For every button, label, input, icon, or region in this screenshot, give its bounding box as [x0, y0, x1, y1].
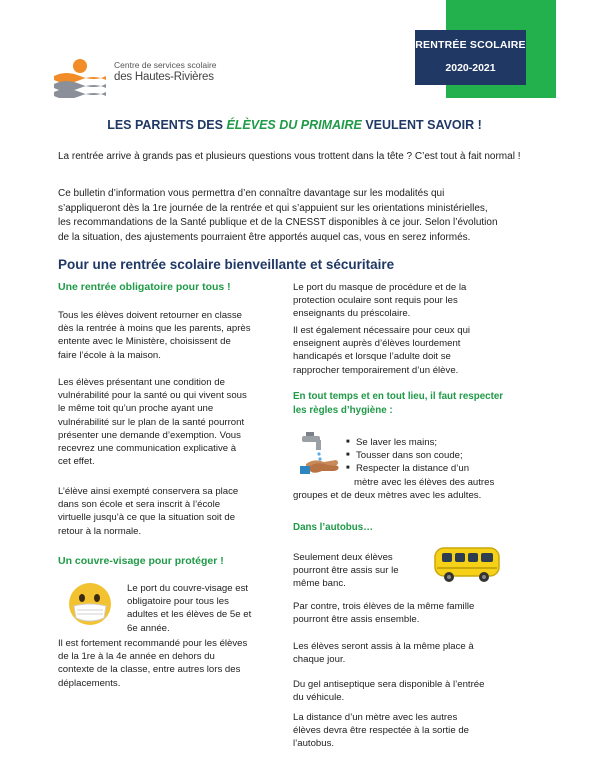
- heading-line: les règles d’hygiène :: [293, 405, 393, 416]
- text-line: Le port du masque de procédure et de la: [293, 282, 467, 293]
- text-line: dans son école et sera inscrit à l’école: [58, 499, 221, 511]
- section-title: Pour une rentrée scolaire bienveillante et sécuritaire: [58, 257, 395, 272]
- text-line: Tous les élèves doivent retourner en classe: [58, 310, 242, 321]
- paragraph-bus-sanitizer: [293, 678, 484, 704]
- title-part2: VEULENT SAVOIR !: [361, 118, 482, 132]
- intro-paragraph-1: La rentrée arrive à grands pas et plusieurs questions vous trottent dans la tête ? C’est tout à fait normal !: [58, 151, 521, 162]
- paragraph-mandatory: [58, 309, 251, 362]
- page-title: [0, 118, 589, 132]
- text-line: L’élève ainsi exempté conservera sa place: [58, 486, 239, 497]
- text-line: du véhicule.: [293, 692, 345, 704]
- text-line: chaque jour.: [293, 654, 346, 666]
- org-name-line2: des Hautes-Rivières: [114, 71, 214, 83]
- text-line: même banc.: [293, 578, 346, 590]
- text-line: handicapés et lorsque l’adulte doit se: [293, 351, 451, 363]
- text-line: Seulement deux élèves: [293, 552, 393, 563]
- paragraph-special-needs: [293, 324, 470, 377]
- intro-line: de la situation, des ajustements pourraient être apportés auquel cas, vous en serez informés.: [58, 231, 471, 243]
- text-line: cet effet.: [58, 456, 95, 468]
- school-bus-icon: [432, 542, 502, 586]
- text-line: de la 1re à la 4e année en dehors du: [58, 651, 215, 663]
- text-line: Du gel antiseptique sera disponible à l’entrée: [293, 679, 485, 690]
- text-line: rapprocher temporairement d’un élève.: [293, 364, 459, 376]
- text-line: protection oculaire sont requis pour les: [293, 295, 458, 307]
- text-line: groupes et de deux mètres avec les adultes.: [293, 490, 482, 502]
- hygiene-rules-list: [346, 436, 469, 476]
- paragraph-mandatory-mask: [127, 582, 251, 635]
- text-line: déplacements.: [58, 677, 121, 689]
- organization-logo: [52, 58, 252, 98]
- text-line: vulnérabilité sur le plan de la santé pourront: [58, 416, 245, 428]
- paragraph-bus-same-place: [293, 640, 474, 666]
- banner-year: 2020-2021: [445, 62, 496, 74]
- title-part1: LES PARENTS DES: [107, 118, 227, 132]
- text-line: Il est également nécessaire pour ceux qui: [293, 325, 471, 336]
- heading-face-covering: Un couvre-visage pour protéger !: [58, 555, 224, 567]
- text-line: adultes et les élèves de 5e et: [127, 609, 252, 621]
- heading-mandatory-return: Une rentrée obligatoire pour tous !: [58, 281, 231, 293]
- text-line: entente avec le Ministère, choisissent de: [58, 336, 231, 348]
- paragraph-bus-family: [293, 600, 474, 626]
- logo-waves-icon: [52, 58, 108, 98]
- banner: [415, 30, 526, 85]
- text-line: Le port du couvre-visage est: [127, 583, 249, 594]
- paragraph-recommended-mask: [58, 637, 247, 690]
- text-line: mètre avec les élèves des autres: [354, 477, 495, 488]
- handwashing-icon: [298, 430, 342, 476]
- text-line: pourront être assis ensemble.: [293, 614, 420, 626]
- list-item: ■ Tousser dans son coude;: [346, 449, 469, 462]
- intro-line: Ce bulletin d’information vous permettra d’en connaître davantage sur les modalités qui: [58, 188, 445, 199]
- paragraph-bus-seats: [293, 551, 399, 591]
- text-line: faire l’école à la maison.: [58, 349, 161, 361]
- paragraph-procedure-mask: [293, 281, 466, 321]
- text-line: La distance d’un mètre avec les autres: [293, 712, 458, 723]
- banner-title: RENTRÉE SCOLAIRE: [415, 39, 526, 51]
- text-line: Par contre, trois élèves de la même famille: [293, 601, 475, 612]
- text-line: Les élèves seront assis à la même place à: [293, 641, 474, 652]
- intro-line: s’appliqueront dès la 1re journée de la rentrée et qui s’appuient sur les orientations ministérielles,: [58, 202, 488, 214]
- text-line: virtuelle jusqu’à ce que la situation soit de: [58, 512, 236, 524]
- heading-hygiene: [293, 390, 503, 418]
- text-line: le même toit qu’un proche ayant une: [58, 403, 214, 415]
- paragraph-exemption: [58, 485, 238, 538]
- text-line: enseignent auprès d’élèves lourdement: [293, 338, 461, 350]
- text-line: élèves devra être respectée à la sortie de: [293, 725, 469, 737]
- paragraph-bus-distance: [293, 711, 469, 751]
- text-line: l’autobus.: [293, 738, 335, 750]
- org-name-line1: Centre de services scolaire: [114, 60, 217, 70]
- heading-line: En tout temps et en tout lieu, il faut respecter: [293, 391, 504, 402]
- text-line: obligatoire pour tous les: [127, 596, 229, 608]
- text-line: présenter une demande d’exemption. Vous: [58, 429, 241, 441]
- text-line: contexte de la classe, entre autres lors des: [58, 664, 241, 676]
- text-line: Il est fortement recommandé pour les élèves: [58, 638, 248, 649]
- masked-face-emoji-icon: [62, 580, 118, 628]
- text-line: 6e année.: [127, 622, 170, 634]
- text-line: dès la rentrée à moins que les parents, après: [58, 323, 251, 335]
- paragraph-vulnerability: [58, 376, 247, 468]
- title-highlight: ÉLÈVES DU PRIMAIRE: [226, 118, 362, 132]
- text-line: pourront être assis sur le: [293, 565, 399, 577]
- list-item: ■ Respecter la distance d’un: [346, 462, 469, 475]
- text-line: vulnérabilité pour la santé ou qui vivent sous: [58, 390, 247, 402]
- text-line: enseignants du préscolaire.: [293, 308, 411, 320]
- intro-paragraph-2: [58, 187, 536, 245]
- list-item: ■ Se laver les mains;: [346, 436, 469, 449]
- text-line: retour à la normale.: [58, 525, 142, 537]
- hygiene-rule-continuation: [293, 476, 494, 502]
- heading-bus: Dans l’autobus…: [293, 522, 374, 533]
- intro-line: les recommandations de la Santé publique et de la CNESST disponibles à ce jour. Selon l’évolution: [58, 217, 498, 228]
- text-line: recevrez une communication explicative à: [58, 443, 237, 455]
- text-line: Les élèves présentant une condition de: [58, 377, 225, 388]
